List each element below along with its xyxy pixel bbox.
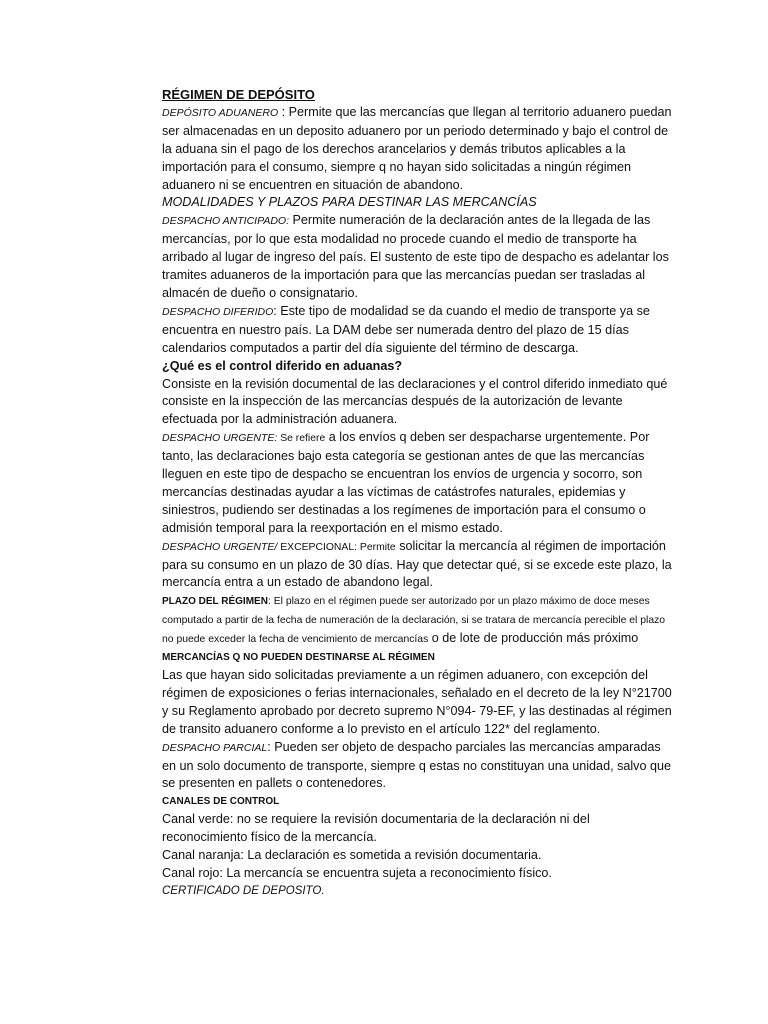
plazo-small-text: : El plazo en el régimen puede ser autorizado por un plazo máximo de doce meses computado a partir de la fecha de numeración de la declaración, si se tratara de mercancía perecible el plazo no puede exceder la fecha de vencimiento de mercancías — [162, 596, 666, 646]
no-destinarse-text: Las que hayan sido solicitadas previamente a un régimen aduanero, con excepción del régimen de exposiciones o ferias internacionales, señalado en el decreto de la ley N°21700 y su Reglamento aprobado por decreto supremo N°094- 79-EF, y las destinadas al régimen de transito aduanero conforme a lo previsto en el artículo 122* del reglamento. — [162, 668, 672, 736]
excepcional-text: solicitar la mercancía al régimen de importación para su consumo en un plazo de 30 días. Hay que detectar qué, si se excede este plazo, la mercancía entra a un estado de abandono legal. — [162, 538, 672, 590]
diferido-text: : Este tipo de modalidad se da cuando el medio de transporte ya se encuentra en nuestro país. La DAM debe ser numerada dentro del plazo de 15 días calendarios computados a partir del día siguiente del término de descarga. — [162, 303, 650, 355]
document-body — [162, 86, 678, 901]
urgente-label-tail: Se refiere — [277, 433, 326, 445]
modalidades-heading: MODALIDADES Y PLAZOS PARA DESTINAR LAS MERCANCÍAS — [162, 195, 537, 210]
plazo-text: o de lote de producción más próximo — [428, 631, 639, 646]
canal-naranja-paragraph — [162, 847, 678, 865]
parcial-text: : Pueden ser objeto de despacho parciales las mercancías amparadas en un solo documento de transporte, siempre q estas no constituyan una unidad, salvo que se presenten en pallets o contenedores. — [162, 739, 671, 791]
anticipado-label: DESPACHO ANTICIPADO: — [162, 215, 289, 228]
no-destinarse-heading: MERCANCÍAS Q NO PUEDEN DESTINARSE AL RÉGIMEN — [162, 652, 435, 664]
deposito-aduanero-paragraph — [162, 104, 678, 195]
page-title: RÉGIMEN DE DEPÓSITO — [162, 87, 315, 102]
urgente-label: DESPACHO URGENTE: — [162, 432, 278, 445]
control-diferido-answer: Consiste en la revisión documental de las declaraciones y el control diferido inmediato qué consiste en la inspección de las mercancías después de la autorización de levante efectuada por la administración aduanera. — [162, 376, 668, 427]
plazo-label: PLAZO DEL RÉGIMEN — [162, 596, 268, 608]
canal-rojo-text: La mercancía se encuentra sujeta a reconocimiento físico. — [222, 865, 552, 880]
urgente-paragraph — [162, 429, 678, 537]
certificado-heading: CERTIFICADO DE DEPOSITO. — [162, 884, 325, 897]
urgente-text: a los envíos q deben ser despacharse urgentemente. Por tanto, las declaraciones bajo esta categoría se gestionan antes de que las mercancías lleguen en este tipo de despacho se encuentran los envíos de urgencia y socorro, son mercancías destinadas ayudar a las víctimas de catástrofes naturales, epidemias y siniestros, pudiendo ser destinadas a los regímenes de importación para el consumo o admisión temporal para la reexportación en el mismo estado. — [162, 430, 650, 535]
plazo-paragraph — [162, 592, 678, 649]
anticipado-paragraph — [162, 212, 678, 303]
diferido-label: DESPACHO DIFERIDO — [162, 305, 274, 318]
canales-heading: CANALES DE CONTROL — [162, 796, 280, 808]
canal-rojo-label: Canal rojo: — [162, 865, 223, 880]
parcial-label: DESPACHO PARCIAL — [162, 741, 268, 754]
control-diferido-question: ¿Qué es el control diferido en aduanas? — [162, 358, 403, 373]
excepcional-label: DESPACHO URGENTE/ — [162, 540, 278, 553]
canal-verde-text: no se requiere la revisión documentaria de la declaración ni del reconocimiento físico de la mercancía. — [162, 812, 590, 845]
diferido-paragraph — [162, 303, 678, 358]
canal-verde-label: Canal verde: — [162, 812, 234, 827]
canal-naranja-label: Canal naranja: — [162, 848, 244, 863]
excepcional-label-2: EXCEPCIONAL: Permite — [277, 541, 396, 553]
canal-naranja-text: La declaración es sometida a revisión documentaria. — [243, 848, 542, 863]
parcial-paragraph — [162, 739, 678, 794]
anticipado-text: Permite numeración de la declaración antes de la llegada de las mercancías, por lo que esta modalidad no procede cuando el medio de transporte ha arribado al lugar de ingreso del país. El sustento de este tipo de despacho es adelantar los tramites aduaneros de la importación para que las mercancías puedan ser trasladas al almacén de dueño o consignatario. — [162, 213, 669, 300]
canal-verde-paragraph — [162, 811, 678, 847]
excepcional-paragraph — [162, 538, 678, 593]
deposito-aduanero-text: : Permite que las mercancías que llegan al territorio aduanero puedan ser almacenadas en un deposito aduanero por un periodo determinado y bajo el control de la aduana sin el pago de los derechos arancelarios y demás tributos aplicables a la importación para el consumo, siempre q no hayan sido solicitadas a ningún régimen aduanero ni se encuentren en situación de abandono. — [162, 104, 672, 192]
canal-rojo-paragraph — [162, 865, 678, 883]
deposito-aduanero-label: DEPÓSITO ADUANERO — [162, 106, 279, 119]
